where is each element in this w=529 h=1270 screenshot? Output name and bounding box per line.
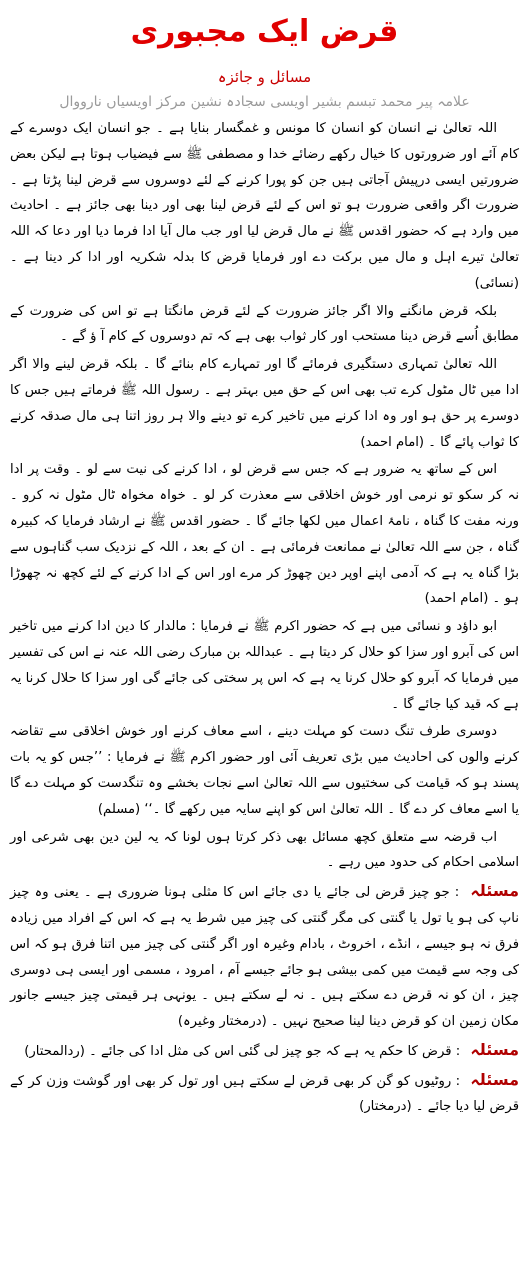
paragraph: اللہ تعالیٰ تمہاری دستگیری فرمائے گا اور تمہارے کام بنائے گا ۔ بلکہ قرض لینے والا اگر ادا میں ٹال مٹول کرے تب بھی اس کے حق میں بہتر ہے ۔ رسول اللہ ﷺ فرماتے ہیں جس کا دوسرے پر حق ہو اور وہ ادا کرنے میں تاخیر کرے تو دینے والا ہر روز اتنا ہی مال صدقہ کرنے کا ثواب پائے گا ۔ (امام احمد) [10, 357, 519, 450]
masala-text: : قرض کا حکم یہ ہے کہ جو چیز لی گئی اس کی مثل ادا کی جائے ۔ (ردالمحتار) [24, 1043, 461, 1059]
masala-label: مسئلہ [470, 1069, 519, 1089]
article-subtitle: مسائل و جائزہ [217, 68, 312, 86]
paragraph: اس کے ساتھ یہ ضرور ہے کہ جس سے قرض لو ، ادا کرنے کی نیت سے لو ۔ وقت پر ادا نہ کر سکو تو نرمی اور خوش اخلاقی سے معذرت کر لو ۔ خواہ مخواہ ٹال مٹول نہ کرو ۔ ورنہ مفت کا گناہ ، نامۂ اعمال میں لکھا جائے گا ۔ حضور اقدس ﷺ نے ارشاد فرمایا کہ کبیرہ گناہ ، جن سے اللہ تعالیٰ نے ممانعت فرمائی ہے ۔ ان کے بعد ، اللہ کے نزدیک سب گناہوں سے بڑا گناہ یہ ہے کہ آدمی اپنے اوپر دین چھوڑ کر مرے اور اس کے ادا کرنے کے لئے کچھ نہ چھوڑا ہو ۔ (امام احمد) [10, 462, 519, 607]
masala-item [10, 1067, 519, 1121]
paragraph: اللہ تعالیٰ نے انسان کو انسان کا مونس و غمگسار بنایا ہے ۔ جو انسان ایک دوسرے کے کام آئے اور ضرورتوں کا خیال رکھے رضائے خدا و مصطفی ﷺ سے فیضیاب ہوتا ہے لیکن بعض ضرورتیں ایسی درپیش آجاتی ہیں جن کو پورا کرنے کے لئے دوسروں سے قرض لینا پڑتا ہے ۔ ضرورت اگر واقعی ضرورت ہو تو اس کے لئے قرض لینا بھی اور دینا بھی جائز ہے ۔ احادیث میں وارد ہے کہ حضور اقدس ﷺ نے مال قرض لیا اور جب مال آیا ادا فرما دیا اور دعا کہ اللہ تعالیٰ تیرے اہل و مال میں برکت دے اور فرمایا قرض کا بدلہ شکریہ اور ادا کر دینا ہے ۔ (نسائی) [10, 121, 519, 291]
paragraph: اب قرضہ سے متعلق کچھ مسائل بھی ذکر کرتا ہوں لونا کہ یہ لین دین بھی شرعی اور اسلامی احکام کی حدود میں رہے ۔ [10, 829, 519, 871]
masala-text: : روٹیوں کو گن کر بھی قرض لے سکتے ہیں اور تول کر بھی اور گوشت وزن کر کے قرض لیا دیا جائے ۔ (درمختار) [10, 1073, 519, 1115]
paragraph: بلکہ قرض مانگنے والا اگر جائز ضرورت کے لئے قرض مانگتا ہے تو اس کی ضرورت کے مطابق اُسے قرض دینا مستحب اور کار ثواب بھی ہے کہ تم دوسروں کے کام آ ؤ گے ۔ [10, 303, 519, 345]
masala-item [10, 1037, 519, 1065]
masala-label: مسئلہ [470, 881, 519, 901]
article-page [0, 12, 529, 1270]
masala-item [10, 878, 519, 1035]
article-body [10, 116, 519, 1120]
article-title: قرض ایک مجبوری [130, 14, 399, 49]
masala-text: : جو چیز قرض لی جائے یا دی جائے اس کا مثلی ہونا ضروری ہے ۔ یعنی وہ چیز ناپ کی ہو یا تول یا گنتی کی مگر گنتی کی چیز میں شرط یہ ہے کہ اس کے افراد میں زیادہ فرق نہ ہو جیسے ، انڈے ، اخروٹ ، بادام وغیرہ اور اگر گنتی کی چیز میں اتنا فرق ہو کہ اس کی وجہ سے قیمت میں کمی بیشی ہو جائے جیسے آم ، امرود ، مسمی اور ایسی ہی دوسری چیز ، ان کو نہ قرض دے سکتے ہیں ۔ نہ لے سکتے ہیں ۔ یونہی ہر قیمتی چیز جیسے جانور مکان زمین ان کو قرض دینا لینا صحیح نہیں ۔ (درمختار وغیرہ) [10, 885, 519, 1030]
paragraph: دوسری طرف تنگ دست کو مہلت دینے ، اسے معاف کرنے اور خوش اخلاقی سے تقاضہ کرنے والوں کی احادیث میں بڑی تعریف آئی اور حضور اکرم ﷺ نے فرمایا : ’’جس کو یہ بات پسند ہو کہ قیامت کی سختیوں سے اللہ تعالیٰ اسے نجات بخشے وہ تنگدست کو مہلت دے گا یا اسے معاف کر دے گا ۔ اللہ تعالیٰ اس کو اپنے سایہ میں رکھے گا ۔‘‘ (مسلم) [10, 724, 519, 817]
masala-label: مسئلہ [470, 1039, 519, 1059]
author-byline: علامہ پیر محمد تبسم بشیر اویسی سجادہ نشین مرکز اویسیاں نارووال [59, 94, 470, 110]
paragraph: ابو داؤد و نسائی میں ہے کہ حضور اکرم ﷺ نے فرمایا : مالدار کا دین ادا کرنے میں تاخیر اس کی آبرو اور سزا کو حلال کر دیتا ہے ۔ عبداللہ بن مبارک رضی اللہ عنہ نے اس کی تفسیر میں فرمایا کہ آبرو کو حلال کرنا یہ ہے کہ اس پر سختی کی جائے گی اور سزا کا حلال کرنا یہ ہے کہ قید کیا جائے گا ۔ [10, 619, 519, 712]
